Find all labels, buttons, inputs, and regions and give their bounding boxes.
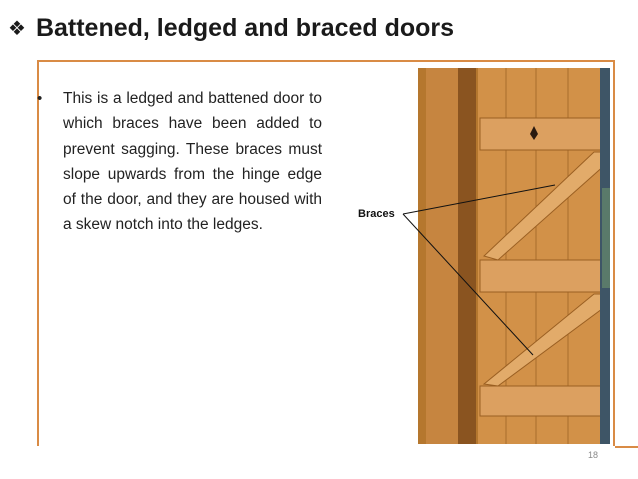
body-paragraph: This is a ledged and battened door to which braces have been added to prevent sagging. These braces must slope upwards from the hinge edge of the door, and they are housed with a skew notch into the ledges. [63,90,322,234]
title-row [8,10,454,46]
left-border [37,60,39,446]
door-photo [418,68,610,444]
top-divider [37,60,615,62]
bullet-dot: • [37,90,43,107]
page-number: 18 [588,450,599,460]
body-text-block [37,86,322,238]
slide-title: Battened, ledged and braced doors [35,13,455,42]
diamond-bullet-icon: ❖ [8,16,26,40]
braces-label: Braces [358,208,395,220]
bottom-corner-line [615,446,638,448]
right-border [613,60,615,446]
